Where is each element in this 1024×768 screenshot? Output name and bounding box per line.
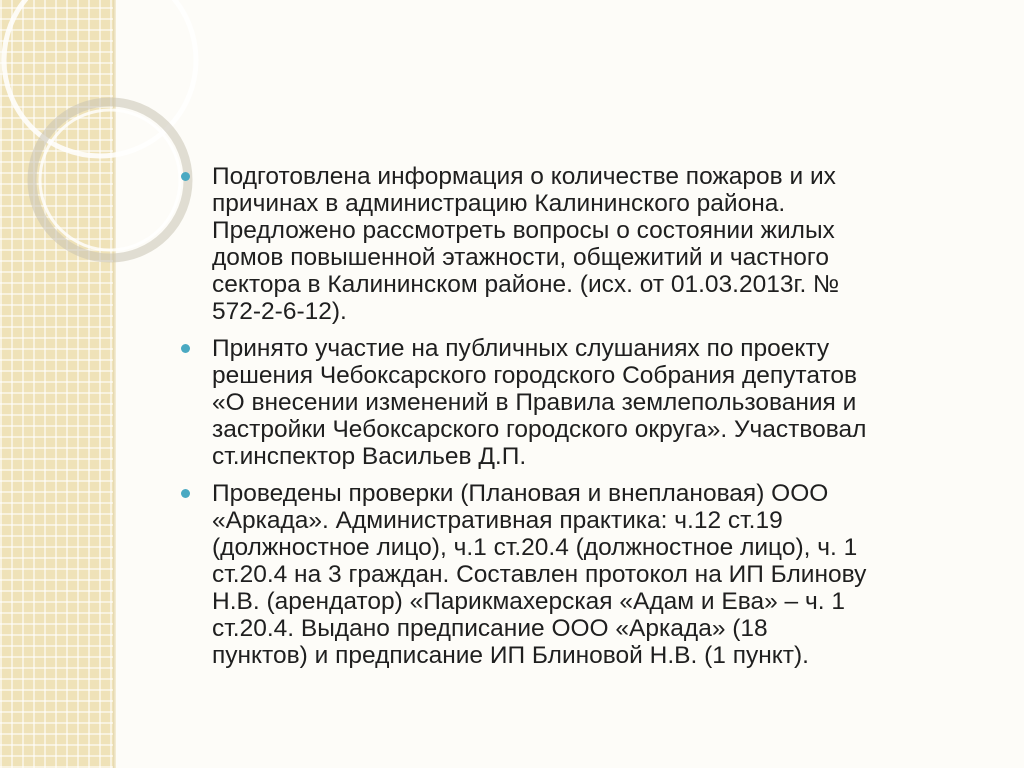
- bullet-dot-icon: [181, 172, 190, 181]
- bullet-text: Принято участие на публичных слушаниях по проекту решения Чебоксарского городского Собрания депутатов «О внесении изменений в Правила землепользования и застройки Чебоксарского городского округа». Участвовал ст.инспектор Васильев Д.П.: [212, 335, 867, 470]
- decorative-ring-middle-inner: [40, 110, 180, 250]
- bullet-text: Подготовлена информация о количестве пожаров и их причинах в администрацию Калининского района. Предложено рассмотреть вопросы о состоянии жилых домов повышенной этажности, общежитий и частного сектора в Калининском районе. (исх. от 01.03.2013г. № 572-2-6-12).: [212, 163, 840, 325]
- bullet-dot-icon: [181, 489, 190, 498]
- decorative-ring-middle: [32, 102, 188, 258]
- bullet-dot-icon: [181, 344, 190, 353]
- bullet-text: Проведены проверки (Плановая и внеплановая) ООО «Аркада». Административная практика: ч.12 ст.19 (должностное лицо), ч.1 ст.20.4 (должностное лицо), ч. 1 ст.20.4 на 3 граждан. Составлен протокол на ИП Блинову Н.В. (арендатор) «Парикмахерская «Адам и Ева» – ч. 1 ст.20.4. Выдано предписание ООО «Аркада» (18 пунктов) и предписание ИП Блиновой Н.В. (1 пункт).: [212, 480, 867, 669]
- decorative-circles: [0, 0, 200, 768]
- bullet-list: [180, 163, 980, 679]
- bullet-item: [180, 480, 980, 669]
- bullet-item: [180, 335, 980, 470]
- bullet-item: [180, 163, 980, 325]
